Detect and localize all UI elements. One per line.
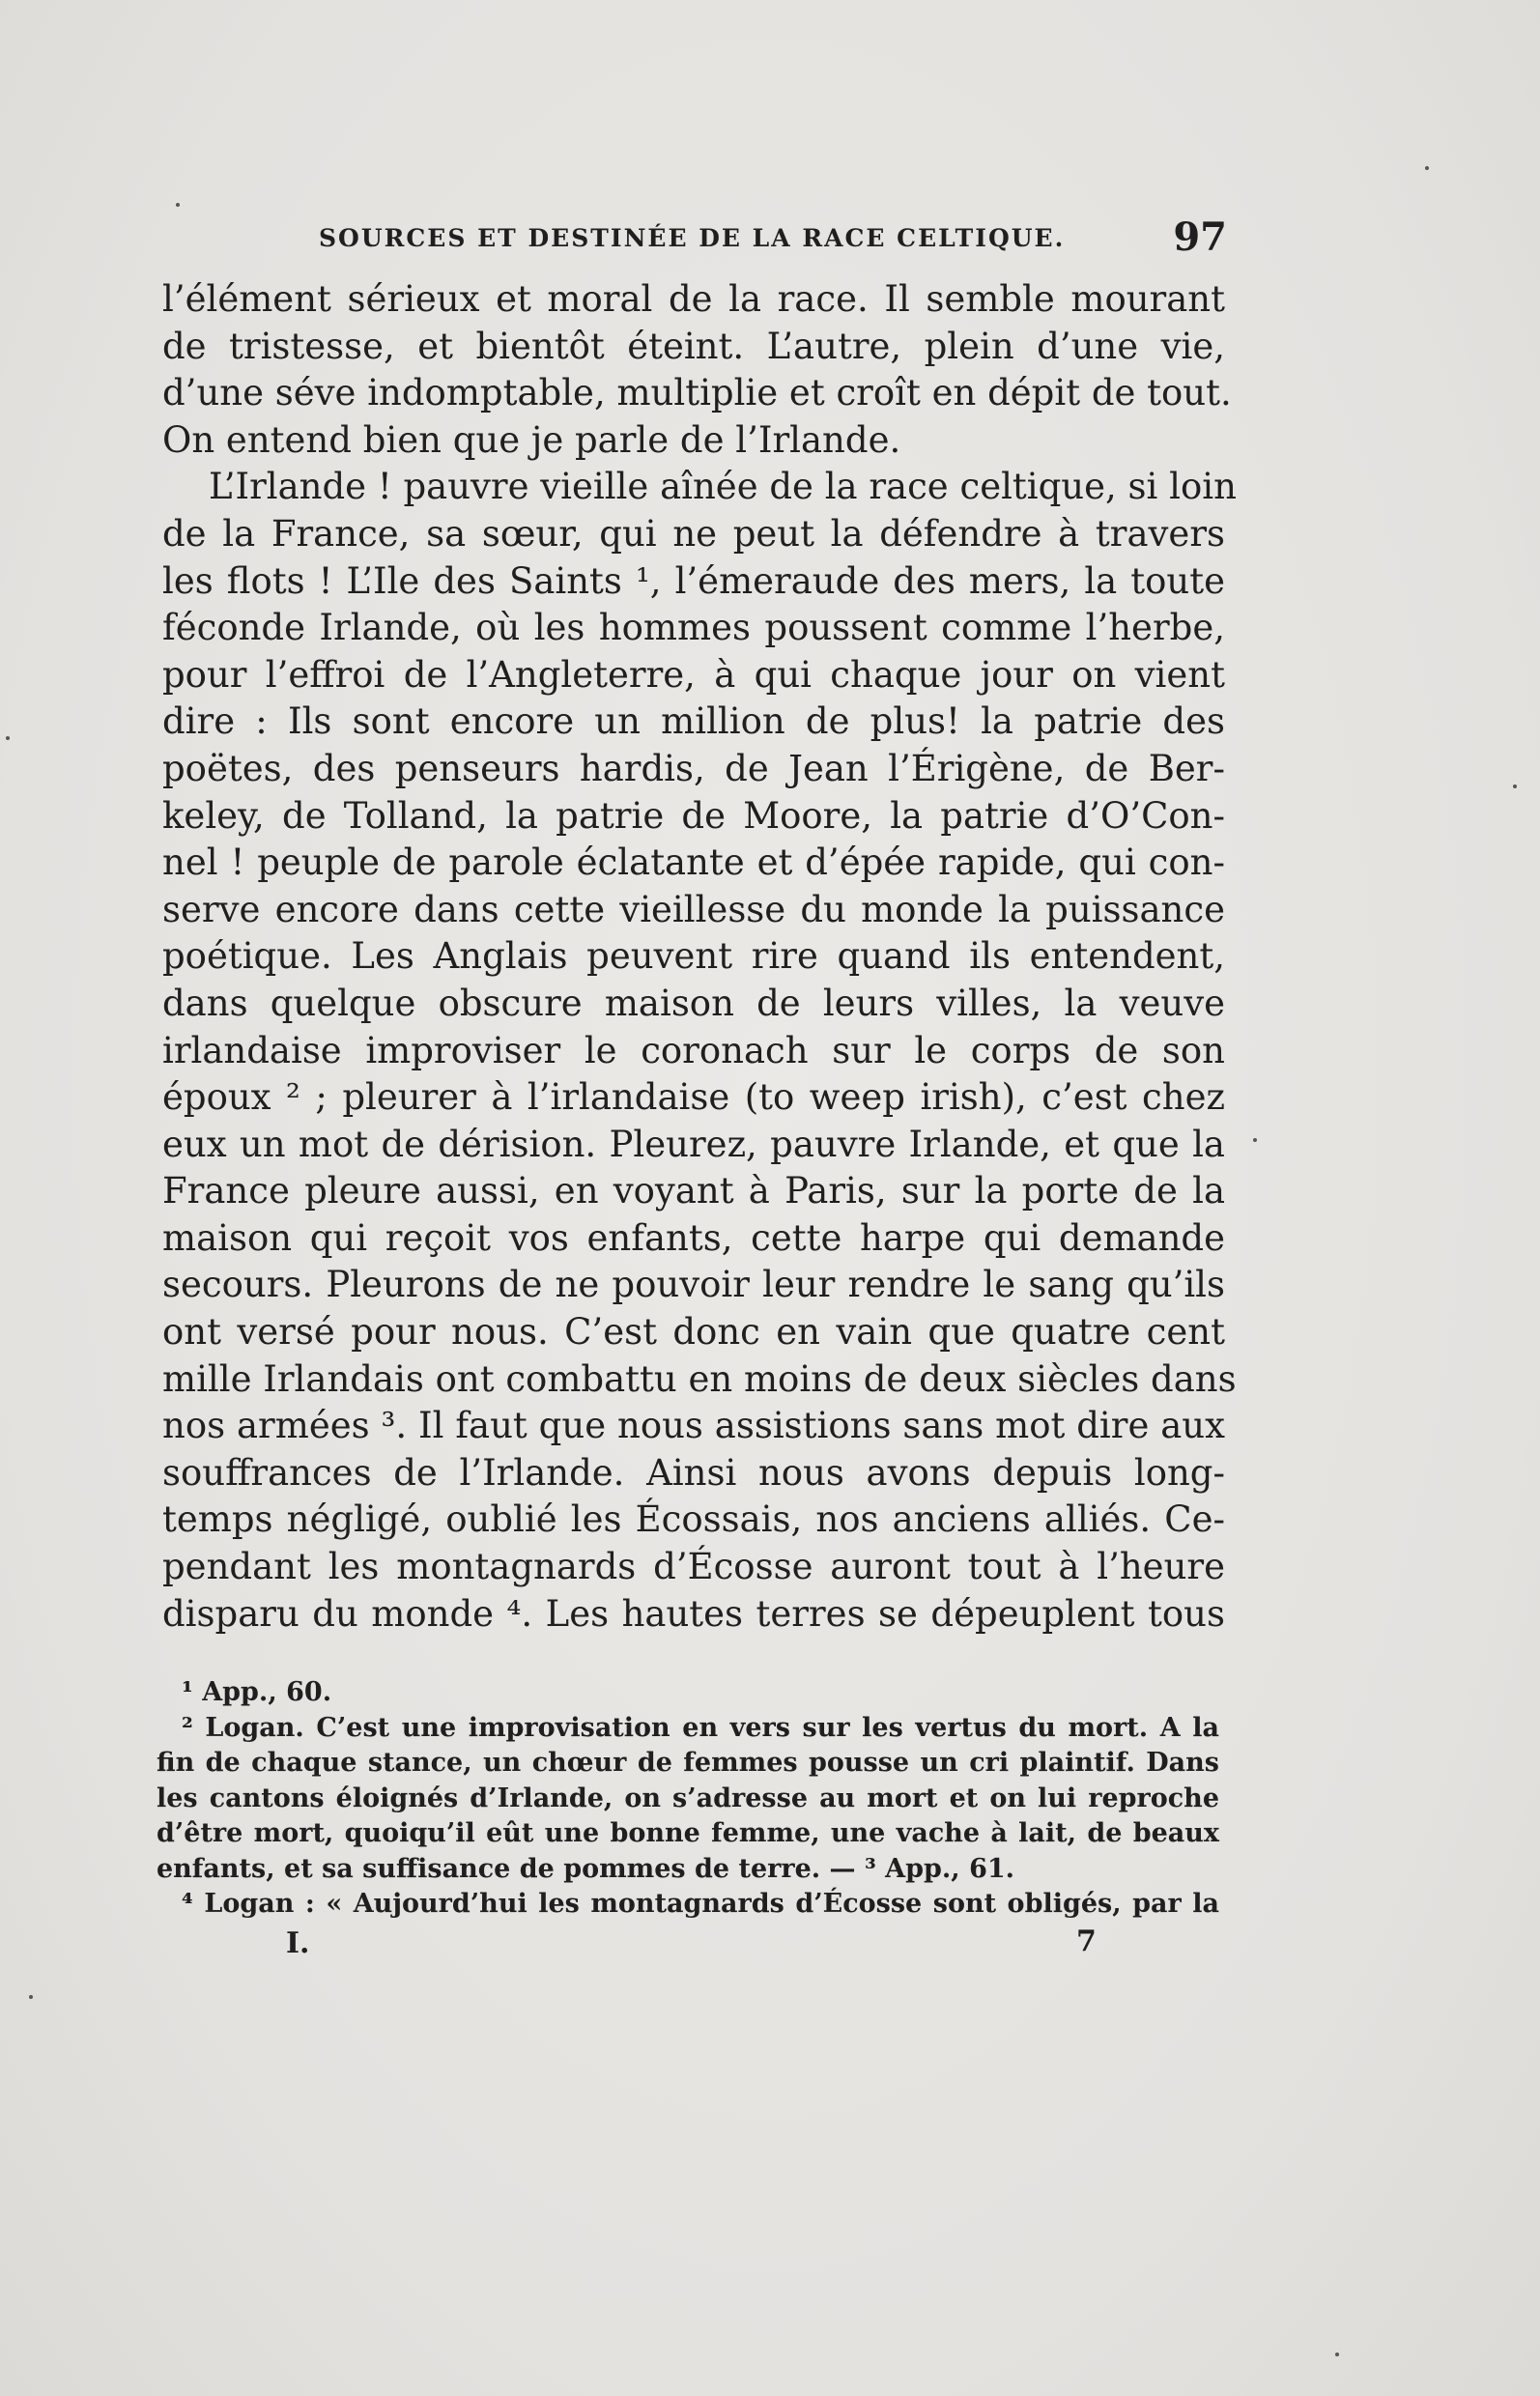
paper-speck <box>1253 1138 1257 1142</box>
footnote-line: enfants, et sa suffisance de pommes de terre. — ³ App., 61. <box>157 1853 1015 1884</box>
body-line: temps négligé, oublié les Écossais, nos anciens alliés. Ce- <box>162 1498 1225 1541</box>
body-line: maison qui reçoit vos enfants, cette harpe qui demande <box>162 1216 1225 1259</box>
body-text <box>162 276 1237 1638</box>
paper-speck <box>1425 166 1429 170</box>
footnote-line: ¹ App., 60. <box>182 1677 332 1707</box>
body-line: de tristesse, et bientôt éteint. L’autre, plein d’une vie, <box>162 325 1225 367</box>
body-line: On entend bien que je parle de l’Irlande. <box>162 418 901 461</box>
paper-speck <box>176 203 180 207</box>
body-line: eux un mot de dérision. Pleurez, pauvre Irlande, et que la <box>162 1123 1225 1165</box>
page-header <box>319 214 1227 263</box>
body-line: keley, de Tolland, la patrie de Moore, la patrie d’O’Con- <box>162 794 1225 837</box>
body-line: France pleure aussi, en voyant à Paris, sur la porte de la <box>162 1170 1225 1212</box>
body-line: l’élément sérieux et moral de la race. Il semble mourant <box>162 278 1225 320</box>
body-line: disparu du monde ⁴. Les hautes terres se dépeuplent tous <box>162 1592 1225 1635</box>
body-line: pour l’effroi de l’Angleterre, à qui chaque jour on vient <box>162 653 1225 696</box>
footnote-line: ² Logan. C’est une improvisation en vers sur les vertus du mort. A la <box>182 1712 1219 1743</box>
body-line: mille Irlandais ont combattu en moins de deux siècles dans <box>162 1357 1237 1400</box>
body-line: souffrances de l’Irlande. Ainsi nous avons depuis long- <box>162 1451 1225 1494</box>
body-line: dans quelque obscure maison de leurs villes, la veuve <box>162 982 1225 1024</box>
running-head: SOURCES ET DESTINÉE DE LA RACE CELTIQUE. <box>319 224 1066 252</box>
body-line: serve encore dans cette vieillesse du monde la puissance <box>162 888 1225 930</box>
paper-speck <box>29 1995 33 1999</box>
body-line: pendant les montagnards d’Écosse auront tout à l’heure <box>162 1546 1225 1588</box>
body-line: d’une séve indomptable, multiplie et croît en dépit de tout. <box>162 372 1232 414</box>
body-line: secours. Pleurons de ne pouvoir leur rendre le sang qu’ils <box>162 1264 1225 1306</box>
body-line: nos armées ³. Il faut que nous assistions sans mot dire aux <box>162 1405 1225 1447</box>
body-line: poëtes, des penseurs hardis, de Jean l’Érigène, de Ber- <box>162 747 1225 789</box>
paper-speck <box>1335 2353 1339 2356</box>
body-line: dire : Ils sont encore un million de plus! la patrie des <box>162 700 1225 743</box>
footnote-line: ⁴ Logan : « Aujourd’hui les montagnards d’Écosse sont obligés, par la <box>182 1889 1219 1919</box>
body-line: nel ! peuple de parole éclatante et d’épée rapide, qui con- <box>162 841 1225 884</box>
footnote-line: fin de chaque stance, un chœur de femmes pousse un cri plaintif. Dans <box>157 1748 1219 1778</box>
body-line: les flots ! L’Ile des Saints ¹, l’émeraude des mers, la toute <box>162 559 1225 602</box>
paper-speck <box>1513 784 1517 788</box>
signature-mark: I. <box>286 1926 310 1960</box>
signature-number: 7 <box>1076 1925 1097 1958</box>
body-line: ont versé pour nous. C’est donc en vain que quatre cent <box>162 1311 1225 1354</box>
footnote-line: d’être mort, quoiqu’il eût une bonne femme, une vache à lait, de beaux <box>157 1818 1219 1848</box>
body-line: poétique. Les Anglais peuvent rire quand ils entendent, <box>162 935 1225 978</box>
footnotes <box>157 1675 1219 1923</box>
body-line: féconde Irlande, où les hommes poussent comme l’herbe, <box>162 607 1225 649</box>
paper-speck <box>6 736 10 740</box>
body-line: L’Irlande ! pauvre vieille aînée de la race celtique, si loin <box>209 466 1237 508</box>
body-line: irlandaise improviser le coronach sur le corps de son <box>162 1029 1225 1071</box>
page-number: 97 <box>1173 214 1227 260</box>
body-line: époux ² ; pleurer à l’irlandaise (to weep irish), c’est chez <box>162 1076 1225 1119</box>
footnote-line: les cantons éloignés d’Irlande, on s’adresse au mort et on lui reproche <box>157 1783 1219 1813</box>
body-line: de la France, sa sœur, qui ne peut la défendre à travers <box>162 512 1225 555</box>
